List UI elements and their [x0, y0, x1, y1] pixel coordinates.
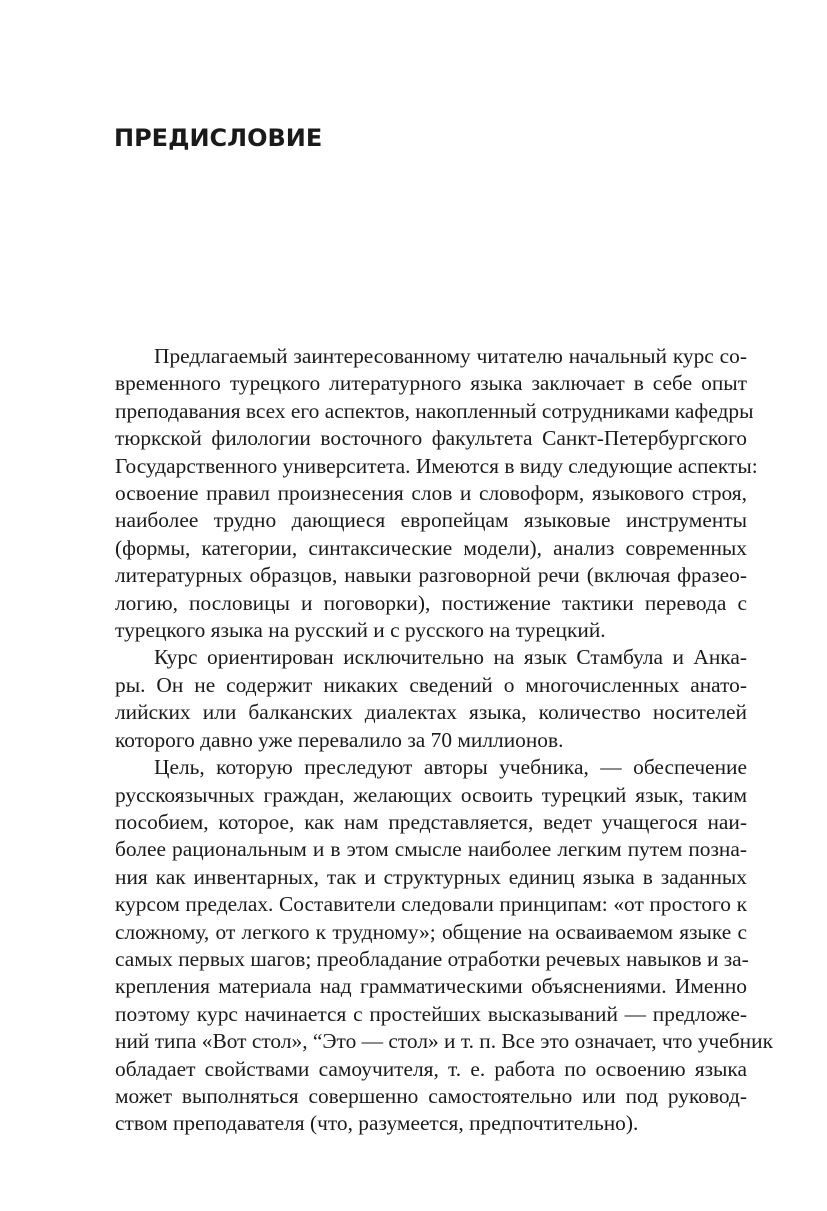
body-text [76, 343, 773, 1138]
text-line: более рациональным и в этом смысле наиболее легким путем позна- [115, 837, 747, 862]
paragraph-3 [76, 754, 773, 1138]
text-line: Государственного университета. Имеются в виду следующие аспекты: [115, 453, 758, 478]
text-line: сложному, от легкого к трудному»; общение на осваиваемом языке с [115, 919, 747, 944]
page-title: ПРЕДИСЛОВИЕ [114, 124, 323, 152]
text-line: которого давно уже перевалило за 70 миллионов. [115, 727, 564, 752]
text-line: лийских или балканских диалектах языка, количество носителей [115, 700, 747, 725]
text-line: Предлагаемый заинтересованному читателю начальный курс со- [154, 344, 747, 368]
paragraph-2 [76, 644, 747, 754]
text-line: наиболее трудно дающиеся европейцам языковые инструменты [115, 508, 747, 533]
text-line: (формы, категории, синтаксические модели), анализ современных [115, 535, 747, 560]
paragraph-1 [76, 343, 758, 644]
text-line: русскоязычных граждан, желающих освоить турецкий язык, таким [115, 782, 747, 807]
text-line: Курс ориентирован исключительно на язык Стамбула и Анка- [154, 645, 747, 670]
text-line: турецкого языка на русский и с русского на турецкий. [115, 618, 606, 643]
text-line: ством преподавателя (что, разумеется, предпочтительно). [115, 1111, 639, 1136]
text-line: курсом пределах. Составители следовали принципам: «от простого к [115, 892, 747, 917]
text-line: литературных образцов, навыки разговорной речи (включая фразео- [115, 563, 747, 588]
text-line: ний типа «Вот стол», “Это — стол» и т. п. Все это означает, что учебник [115, 1029, 773, 1054]
text-line: обладает свойствами самоучителя, т. е. работа по освоению языка [115, 1056, 747, 1081]
text-line: пособием, которое, как нам представляется, ведет учащегося наи- [115, 809, 747, 834]
text-line: тюркской филологии восточного факультета Санкт-Петербургского [115, 426, 747, 451]
text-line: поэтому курс начинается с простейших высказываний — предложе- [115, 1001, 747, 1026]
text-line: может выполняться совершенно самостоятельно или под руковод- [115, 1083, 747, 1108]
text-line: ния как инвентарных, так и структурных единиц языка в заданных [115, 864, 747, 889]
text-line: ры. Он не содержит никаких сведений о многочисленных анато- [115, 672, 747, 697]
text-line: самых первых шагов; преобладание отработки речевых навыков и за- [115, 946, 749, 971]
text-line: преподавания всех его аспектов, накопленный сотрудниками кафедры [115, 398, 754, 423]
text-line: временного турецкого литературного языка заключает в себе опыт [115, 371, 747, 396]
text-line: крепления материала над грамматическими объяснениями. Именно [115, 974, 747, 999]
text-line: логию, пословицы и поговорки), постижение тактики перевода с [115, 590, 747, 615]
text-line: освоение правил произнесения слов и словоформ, языкового строя, [115, 481, 747, 506]
text-line: Цель, которую преследуют авторы учебника, — обеспечение [154, 755, 747, 780]
